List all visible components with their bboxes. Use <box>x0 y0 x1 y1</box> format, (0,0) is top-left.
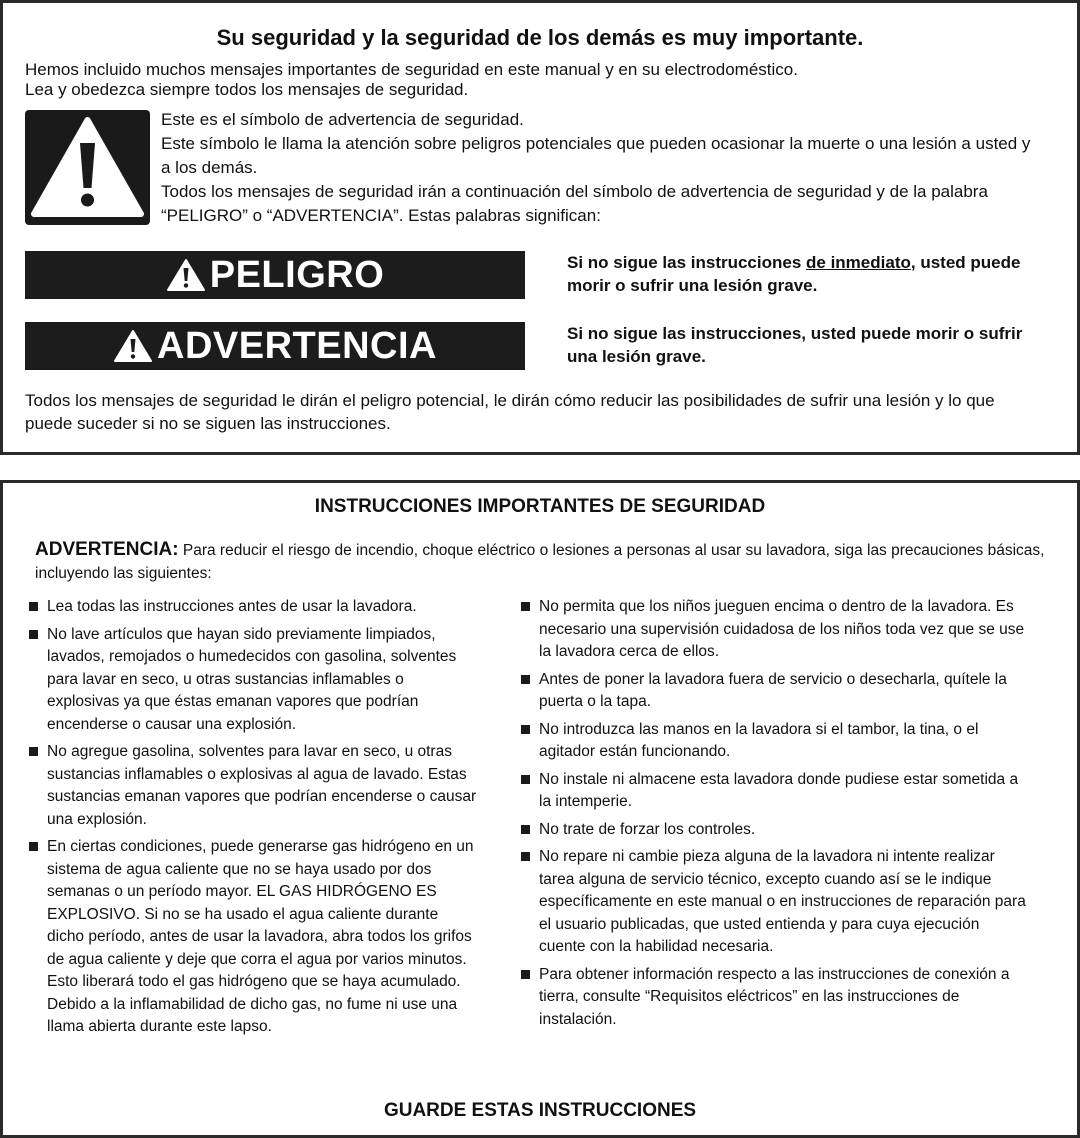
danger-text-underlined: de inmediato <box>806 253 911 272</box>
safety-intro <box>25 60 1055 100</box>
safety-box <box>0 0 1080 455</box>
intro-line-2: Lea y obedezca siempre todos los mensajes de seguridad. <box>25 80 469 99</box>
list-item: En ciertas condiciones, puede generarse gas hidrógeno en un sistema de agua caliente que no se haya usado por dos semanas o un período mayor. EL GAS HIDRÓGENO ES EXPLOSIVO. Si no se ha usado el agua caliente durante dicho período, antes de usar la lavadora, abra todos los grifos de agua caliente y deje que corra el agua por varios minutos. Esto liberará todo el gas hidrógeno que se haya acumulado. Debido a la inflamabilidad de dicho gas, no fume ni use una llama abierta durante este lapso. <box>27 836 477 1039</box>
instructions-box <box>0 480 1080 1138</box>
list-item: No instale ni almacene esta lavadora donde pudiese estar sometida a la intemperie. <box>519 769 1029 814</box>
save-instructions-footer: GUARDE ESTAS INSTRUCCIONES <box>383 1100 697 1121</box>
warning-description: Si no sigue las instrucciones, usted puede morir o sufrir una lesión grave. <box>567 324 1023 366</box>
symbol-explanation <box>161 108 1061 228</box>
danger-banner <box>25 251 525 299</box>
instructions-left-list <box>27 596 477 1044</box>
list-item: No lave artículos que hayan sido previamente limpiados, lavados, remojados o humedecidos con gasolina, solventes para lavar en seco, u otras sustancias inflamables o explosivas ya que éstas emanan vapores que podrían encenderse o causar una explosión. <box>27 624 477 737</box>
list-item: Lea todas las instrucciones antes de usar la lavadora. <box>27 596 477 619</box>
list-item: Antes de poner la lavadora fuera de servicio o desecharla, quítele la puerta o la tapa. <box>519 669 1029 714</box>
intro-line-1: Hemos incluido muchos mensajes importantes de seguridad en este manual y en su electrodoméstico. <box>25 60 798 79</box>
list-item: Para obtener información respecto a las instrucciones de conexión a tierra, consulte “Requisitos eléctricos” en las instrucciones de instalación. <box>519 964 1029 1032</box>
safety-closing: Todos los mensajes de seguridad le dirán el peligro potencial, le dirán cómo reducir las posibilidades de sufrir una lesión y lo que puede suceder si no se siguen las instrucciones. <box>25 391 995 433</box>
danger-description <box>567 251 1047 297</box>
danger-label: PELIGRO <box>209 253 385 296</box>
safety-title: Su seguridad y la seguridad de los demás es muy importante. <box>216 25 864 50</box>
list-item: No introduzca las manos en la lavadora si el tambor, la tina, o el agitador están funcionando. <box>519 719 1029 764</box>
danger-alert-icon <box>166 258 206 292</box>
list-item: No agregue gasolina, solventes para lavar en seco, u otras sustancias inflamables o explosivas al agua de lavado. Estas sustancias emanan vapores que podrían encenderse o causar una explosión. <box>27 741 477 831</box>
instructions-warning <box>35 538 1045 585</box>
danger-text-after: , usted puede morir o sufrir una lesión grave. <box>567 253 1021 295</box>
list-item: No permita que los niños jueguen encima o dentro de la lavadora. Es necesario una supervisión cuidadosa de los niños toda vez que se use la lavadora cerca de ellos. <box>519 596 1029 664</box>
warning-label: ADVERTENCIA <box>157 324 437 367</box>
warning-alert-icon <box>113 329 153 363</box>
symbol-line-2: Este símbolo le llama la atención sobre peligros potenciales que pueden ocasionar la muerte o una lesión a usted y a los demás. <box>161 134 1031 177</box>
safety-alert-icon <box>25 110 150 225</box>
list-item: No trate de forzar los controles. <box>519 819 1029 842</box>
danger-text-before: Si no sigue las instrucciones <box>567 253 807 272</box>
instructions-right-list <box>519 596 1029 1036</box>
instructions-warning-label: ADVERTENCIA: <box>35 539 179 560</box>
instructions-warning-text: Para reducir el riesgo de incendio, choque eléctrico o lesiones a personas al usar su lavadora, siga las precauciones básicas, incluyendo las siguientes: <box>35 542 1045 582</box>
warning-banner <box>25 322 525 370</box>
symbol-line-1: Este es el símbolo de advertencia de seguridad. <box>161 110 524 129</box>
list-item: No repare ni cambie pieza alguna de la lavadora ni intente realizar tarea alguna de servicio técnico, excepto cuando así se le indique específicamente en este manual o en instrucciones de reparación para el usuario publicadas, que usted entienda y para cuya ejecución cuente con la habilidad necesaria. <box>519 846 1029 959</box>
symbol-line-3: Todos los mensajes de seguridad irán a continuación del símbolo de advertencia de seguridad y de la palabra “PELIGRO” o “ADVERTENCIA”. Estas palabras significan: <box>161 182 988 225</box>
instructions-title: INSTRUCCIONES IMPORTANTES DE SEGURIDAD <box>314 496 766 517</box>
